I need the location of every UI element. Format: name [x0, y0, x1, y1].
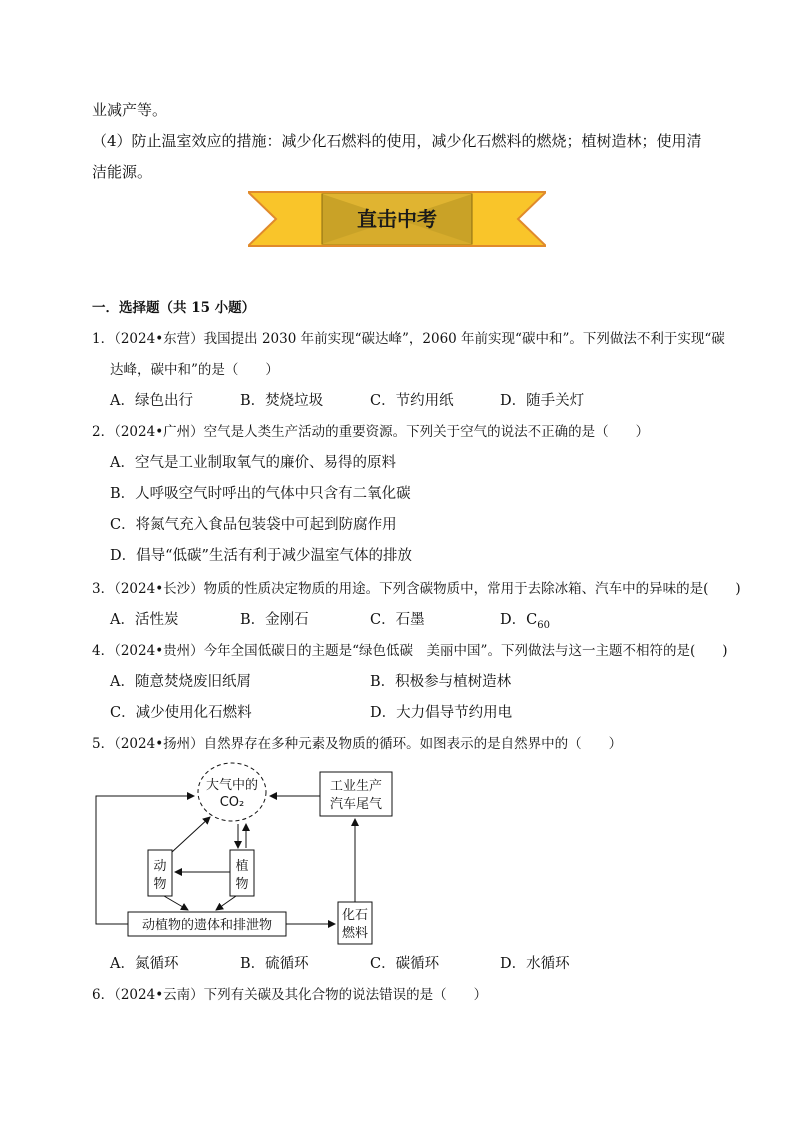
q2-stem: 2．（2024•广州）空气是人类生产活动的重要资源。下列关于空气的说法不正确的是（ ） — [92, 424, 650, 440]
q3-option-a[interactable]: A．活性炭 — [110, 612, 179, 628]
q3-option-d[interactable] — [500, 610, 550, 636]
q4-option-a[interactable]: A．随意焚烧废旧纸屑 — [110, 674, 251, 690]
q3-option-d-subscript: 60 — [537, 619, 550, 631]
q1-option-a[interactable]: A．绿色出行 — [110, 393, 193, 409]
fossil-label-2: 燃料 — [341, 926, 369, 941]
q4-stem: 4．（2024•贵州）今年全国低碳日的主题是“绿色低碳 美丽中国”。下列做法与这一主题不相符的是( ) — [92, 643, 728, 659]
q1-option-c[interactable]: C．节约用纸 — [370, 393, 454, 409]
q4-option-d[interactable]: D．大力倡导节约用电 — [370, 705, 513, 721]
q1-stem-line-2: 达峰，碳中和”的是（ ） — [110, 362, 279, 378]
banner-text: 直击中考 — [357, 207, 437, 231]
q2-option-b[interactable]: B．人呼吸空气时呼出的气体中只含有二氧化碳 — [110, 486, 411, 502]
animal-label-1: 动 — [153, 859, 167, 874]
q4-option-b[interactable]: B．积极参与植树造林 — [370, 674, 512, 690]
q3-option-d-label: D．C — [500, 612, 538, 628]
animal-label-2: 物 — [153, 877, 167, 892]
q5-option-a[interactable]: A．氮循环 — [110, 956, 179, 972]
arrow-animal-to-remains — [164, 896, 188, 910]
intro-line-2: （4）防止温室效应的措施：减少化石燃料的使用，减少化石燃料的燃烧；植树造林；使用清 — [92, 132, 702, 150]
q3-option-c[interactable]: C．石墨 — [370, 612, 425, 628]
q2-option-a[interactable]: A．空气是工业制取氧气的廉价、易得的原料 — [110, 455, 396, 471]
q1-option-b[interactable]: B．焚烧垃圾 — [240, 393, 324, 409]
ribbon-graphic — [248, 190, 546, 248]
arrow-animal-to-atmosphere — [172, 817, 210, 852]
fossil-label-1: 化石 — [341, 908, 369, 923]
remains-label: 动植物的遗体和排泄物 — [141, 918, 273, 933]
section-banner — [248, 190, 546, 248]
industry-label-2: 汽车尾气 — [329, 797, 383, 812]
intro-line-1: 业减产等。 — [92, 101, 168, 119]
q3-option-b[interactable]: B．金刚石 — [240, 612, 309, 628]
q2-option-d[interactable]: D．倡导“低碳”生活有利于减少温室气体的排放 — [110, 548, 412, 564]
q1-stem-line-1: 1．（2024•东营）我国提出 2030 年前实现“碳达峰”，2060 年前实现“碳中和”。下列做法不利于实现“碳 — [92, 331, 725, 347]
q5-option-c[interactable]: C．碳循环 — [370, 956, 440, 972]
q1-option-d[interactable]: D．随手关灯 — [500, 393, 585, 409]
q3-stem: 3．（2024•长沙）物质的性质决定物质的用途。下列含碳物质中，常用于去除冰箱、汽车中的异味的是( ) — [92, 581, 741, 597]
section-title: 一．选择题（共 15 小题） — [92, 300, 256, 316]
industry-label-1: 工业生产 — [329, 779, 383, 794]
atmosphere-label-2: CO₂ — [219, 795, 245, 810]
intro-line-3: 洁能源。 — [92, 163, 153, 181]
q5-option-d[interactable]: D．水循环 — [500, 956, 570, 972]
arrow-plant-to-remains — [216, 896, 236, 910]
q2-option-c[interactable]: C．将氮气充入食品包装袋中可起到防腐作用 — [110, 517, 397, 533]
atmosphere-label-1: 大气中的 — [205, 778, 259, 793]
q4-option-c[interactable]: C．减少使用化石燃料 — [110, 705, 252, 721]
plant-label-1: 植 — [235, 859, 249, 874]
q5-stem: 5．（2024•扬州）自然界存在多种元素及物质的循环。如图表示的是自然界中的（ ） — [92, 736, 623, 752]
plant-label-2: 物 — [235, 877, 249, 892]
carbon-cycle-diagram — [92, 762, 412, 952]
q5-option-b[interactable]: B．硫循环 — [240, 956, 309, 972]
q6-stem: 6．（2024•云南）下列有关碳及其化合物的说法错误的是（ ） — [92, 987, 488, 1003]
